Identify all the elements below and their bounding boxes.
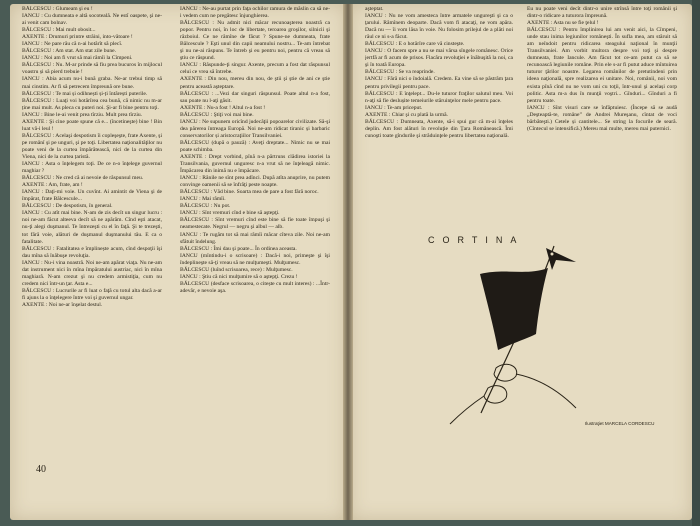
right-column-1	[365, 6, 513, 258]
dialogue-line: IANCU : Noi am fi vrut să mai rămîi la Cîmpeni.	[22, 55, 133, 62]
dialogue-line: IANCU : Ştiu că nici mulţumire să o aştepţi. Crezu !	[180, 273, 298, 280]
dialogue-line: BĂLCESCU : Ştiţi voi mai bine.	[180, 111, 254, 118]
dialogue-line: BĂLCESCU : Dumneata, Axente, să-i spui gur că m-ai înţeles deplin. Am fost alături în revoluţie din Ţara Românească. Îmi cunoşti toate gîndurile şi străduinţele pentru libertatea naţională.	[365, 118, 513, 139]
dialogue-line: BĂLCESCU : E înţelept... Du-le tuturor fraţilor salutul meu. Voi n-aţi să fie deslușite temeiurile stăruinţelor mele pentru pace.	[365, 90, 513, 104]
dialogue-line: BĂLCESCU : Fatalitatea e împlinește acum, cînd despoţii îşi dau mîna să înăbuşe revoluţia.	[22, 245, 162, 259]
dialogue-line: AXENTE : Noi ne-ar înşelat destul.	[22, 301, 103, 308]
cover-edge	[692, 0, 700, 526]
left-column-1	[22, 6, 162, 462]
dialogue-line: BĂLCESCU : ...Vezi dar singuri răspunsul. Poate altul n-a fost, sau poate nu l-aţi găsit.	[180, 90, 330, 104]
lower-hand-icon	[484, 386, 507, 403]
dialogue-line: IANCU : Nu-i vina noastră. Noi ne-am apărat viaţa. Nu ne-am dat instrument nici în mîna împăratului austriac, nici în mîna maghiară. N-am crezut şi nu credem armistiţia, cum nu credem nici într-un ţar. Asta e...	[22, 259, 162, 287]
dialogue-line: BĂLCESCU : Ne cred că ai nevoie de răspunsul meu.	[22, 175, 144, 182]
left-column-2	[180, 6, 330, 472]
dialogue-line: BĂLCESCU : Glumeam şi eu !	[22, 6, 93, 12]
dialogue-line: AXENTE : Am, frate, am !	[22, 182, 83, 189]
dialogue-line: BĂLCESCU : Am stat. Am stat zile bune.	[22, 48, 117, 55]
flag-icon	[480, 268, 548, 350]
book-gutter	[343, 4, 353, 520]
dialogue-line: BĂLCESCU (desface scrisoarea, o citește cu mult interes) : ...Într-adevăr, e nevoie aşa.	[180, 280, 330, 294]
dialogue-line: BĂLCESCU : Luaţi voi hotărîrea cea bună, că nimic nu m-ar ține mai mult. As pleca cu puteri noi. Şi-ar fi bine pentru toţi.	[22, 97, 162, 111]
dialogue-line: BĂLCESCU : Mai mult obosit...	[22, 27, 96, 34]
dialogue-line: BĂLCESCU : Nu admit nici măcar recunoaşterea noastră ca popor. Pentru noi, în loc de libertate, teroarea groşilor, silnicii şi războiul. Ce ne rămîne de făcut ? Spune-ne dumneata, frate Bălcescule ? Eşti unul din capii neamului nostru... Te-am întrebat şi nu ne-ai răspuns. Te întreb şi eu pentru noi, pentru că vreau să ştiu ce răspund.	[180, 20, 330, 62]
dialogue-line: aşteptat.	[365, 6, 384, 12]
dialogue-line: IANCU : Te rugăm tot să mai rămîi măcar cîteva zile. Noi ne-am sfătuit îndelung.	[180, 231, 330, 245]
dialogue-line: IANCU : Răspunde-ţi singur. Axente, precum a fost dat răspunsul celui ce vrea să întrebe.	[180, 62, 330, 76]
dialogue-line: IANCU : Bine le-ai venit prea tîrziu. Mult prea tîrziu.	[22, 111, 143, 118]
dialogue-line: IANCU : Mai rămîi.	[180, 196, 226, 203]
dialogue-line: IANCU : Cu dumneata e altă socoteală. Ne estĭ oaspete, şi ne-ai venit cam bolnav.	[22, 13, 162, 27]
dialogue-line: BĂLCESCU : Pentru împlinirea lui am venit aici, la Cîmpeni, unde stau inima legiunilor româneşti. În sufla mea, am stăruit să am neîndoit pentru ridicarea steagului naţional în munţii Transilvaniei. Am vorbit multora despre voi toţi şi despre dumneata, frate Iancule. Am făcut tot ce-am putut ca să se recunoască legiunile române. Prin ele s-ar fi putut aduce mîntuirea tuturor ţărilor noastre. Legarea românilor de pretutindeni prin ideea naţională, spre realizarea ei unitare. Noi, românii, noi vom exista pînă cînd nu ne vom uni cu toţii, într-unul şi același corp politic. Asta m-a dus în munţii voştri... Gînduri... Gînduri a fi pentru toate.	[527, 27, 677, 104]
dialogue-line: BĂLCESCU : Nu. M-ar prinde să fiu prea bucuros în mijlocul voastru și să pierd trebuie !	[22, 62, 162, 76]
dialogue-line: BĂLCESCU : Lucrurile ar fi luat o faţă cu totul alta dacă a-ar fi ajuns la o înţelegere între voi şi guvernul ungar.	[22, 287, 162, 301]
flag-illustration	[436, 238, 606, 428]
dialogue-line: AXENTE : Chiar şi cu plată la urmă.	[365, 111, 448, 118]
dialogue-line: BĂLCESCU (luînd scrisoarea, rece) : Mulţumesc.	[180, 266, 293, 273]
dialogue-line: AXENTE : Din nou, mereu din nou, de ştii şi ştie de ani ce ştie pentru această aşteptare.	[180, 76, 330, 90]
dialogue-line: BĂLCESCU : Văd bine. Soarta mea de pare a fost fără noroc.	[180, 189, 319, 196]
dialogue-line: BĂLCESCU : Acelaşi despotism îi copleşeşte, frate Axente, şi pe românî şi pe unguri, şi pe toţi. Libertatea naţionalităţilor nu poate veni de la curtea împărătească, nici de la curtea din Viena, nici de la curtea țaristă.	[22, 132, 162, 160]
dialogue-line: IANCU : Ne-au purtat prin faţa ochilor ramura de măslin ca să ne-i vedem cum ne pregătesc înjunghierea.	[180, 6, 330, 20]
dialogue-line: IANCU : Nu ne vom amesteca între armatele ungureşti şi ca o ţarului. Rămînem deoparte. Dacă vom fi atacaţi, ne vom apăra. Dacă nu — îi vom lăsa în voie. Nu folosim prilejul de a plăti noi răul ce ni s-a făcut.	[365, 13, 513, 41]
page-number: 40	[36, 464, 46, 475]
dialogue-line: BĂLCESCU (după o pauză) : Aveţi dreptate... Nimic nu se mai poate schimba.	[180, 139, 330, 153]
dialogue-line: IANCU : Te-am priceput.	[365, 104, 423, 111]
dialogue-line: IANCU (mîntindu-i o scrisoare) : Dacă-i noi, primeşte şi îşi îndeplineşte să-ţi vreau să ne mulţumeşti. Mulţumesc.	[180, 252, 330, 266]
cortina-label: CORTINA	[428, 235, 525, 245]
dialogue-line: AXENTE : Drept vorbind, pînă n-a părtruns clădirea istoriei la Transilvania, guvernul unguresc n-a vrut să ne înţeleagă nimic. Împăcarea din inimă nu e împăcare.	[180, 153, 330, 175]
dialogue-line: IANCU : O facem spre a nu se mai vărsa sîngele românesc. Orice jertfă ar fi acum de prisos. Flacăra revoluţiei e înăbuşită la noi, ca şi în toată Europa.	[365, 48, 513, 69]
dialogue-line: BĂLCESCU : De despotism, în general.	[22, 203, 113, 210]
dialogue-line: BĂLCESCU : Sînt vremuri cînd este bine să fie toate împuşi şi neamestecate. Negrul — negru şi albul — alb.	[180, 217, 330, 231]
dialogue-line: IANCU : Asta o înţelegem toţi. De ce n-o înţelege guvernul maghiar ?	[22, 161, 162, 175]
bird-head-icon	[546, 248, 576, 270]
dialogue-line: BĂLCESCU : Se va reaprinde.	[365, 69, 435, 76]
dialogue-line: IANCU : Ne supunem oricînd judecăţii popoarelor civilizate. Să-şi dea părerea întreaga Europă. Noi ne-am ridicat tiranic și barbaric conservatorilor și aristocraţiilor Transilvaniei.	[180, 118, 330, 139]
dialogue-line: IANCU : Fără nici o îndoială. Credem. Ea vine să se păstrăm ţara pentru privilegii pentru pace.	[365, 76, 513, 90]
dialogue-line: IANCU : Ne pare rău că n-ai hotărît să plecĭ.	[22, 41, 123, 48]
dialogue-line: Eu nu poate veni decît dintr-o unire strînsă între toţi românii şi dintr-o ridicare a tuturora împreună.	[527, 6, 677, 20]
dialogue-line: BĂLCESCU : Îmi dau şi poate... În ordinea aceasta.	[180, 245, 297, 252]
dialogue-line: IANCU : Sînt visuri care se înfăptuiesc. (Începe să se audă „Deşteaptă-te, române” de Andrei Mureşanu, cîntat de voci bărbăteşti.) Cetele și cantitele... Se string la focurile de seară. (Cîntecul se intensifică.) Mereu mai multe, mereu mai puternici.	[527, 104, 677, 132]
dialogue-line: IANCU : Cu atît mai bine. N-am de zis decît un singur lucru : noi ne-am făcut alteeva decît să ne apărăm. Cînd eşti atacat, nu-ţi alegi duşmanul. Te întrezeşti cu el în faţă. Şi te trezeşti, tot fără voie, alături de duşmanul duşmanului tău. E ca o fatalitate.	[22, 210, 162, 245]
dialogue-line: BĂLCESCU : Nu pot.	[180, 203, 231, 210]
dialogue-line: AXENTE : Şi cine poate spune că e... (încetineşte) bine ! Bin luat vă-i leul !	[22, 118, 162, 132]
dialogue-line: IANCU : Rănile ne sînt prea adînci. După atîta anuprire, nu putem convinge oamenii să se înfrăţi peste noapte.	[180, 175, 330, 189]
upper-hand-icon	[494, 364, 517, 381]
dialogue-line: BĂLCESCU : Te mai și odihnești și-ți întărești puterile.	[22, 90, 148, 97]
dialogue-line: AXENTE : Nu-a fost ! Altul n-a fost !	[180, 104, 266, 111]
dialogue-line: IANCU : Sînt vremuri cînd e bine să aştepţi.	[180, 210, 280, 217]
dialogue-line: BĂLCESCU : E o hotărîre care vă cinsteşte.	[365, 41, 465, 48]
dialogue-line: IANCU : Daţi-mi voie. Un cuvînt. Ai amintit de Viena şi de împărat, frate Bălcescule...	[22, 189, 162, 203]
dialogue-line: AXENTE : Asta nu se fie ţelul !	[527, 20, 599, 27]
dialogue-line: IANCU : Abia acum nu-i bună graba. Ne-ar trebui timp să mai cinstim. Ar fi să petrecem împreună ore bune.	[22, 76, 162, 90]
dialogue-line: AXENTE : Drumuri printre străini, into-vătoare !	[22, 34, 133, 41]
right-column-2	[527, 6, 677, 258]
illustration-credit: Ilustraţiet MARCELA CORDESCU	[585, 421, 655, 426]
